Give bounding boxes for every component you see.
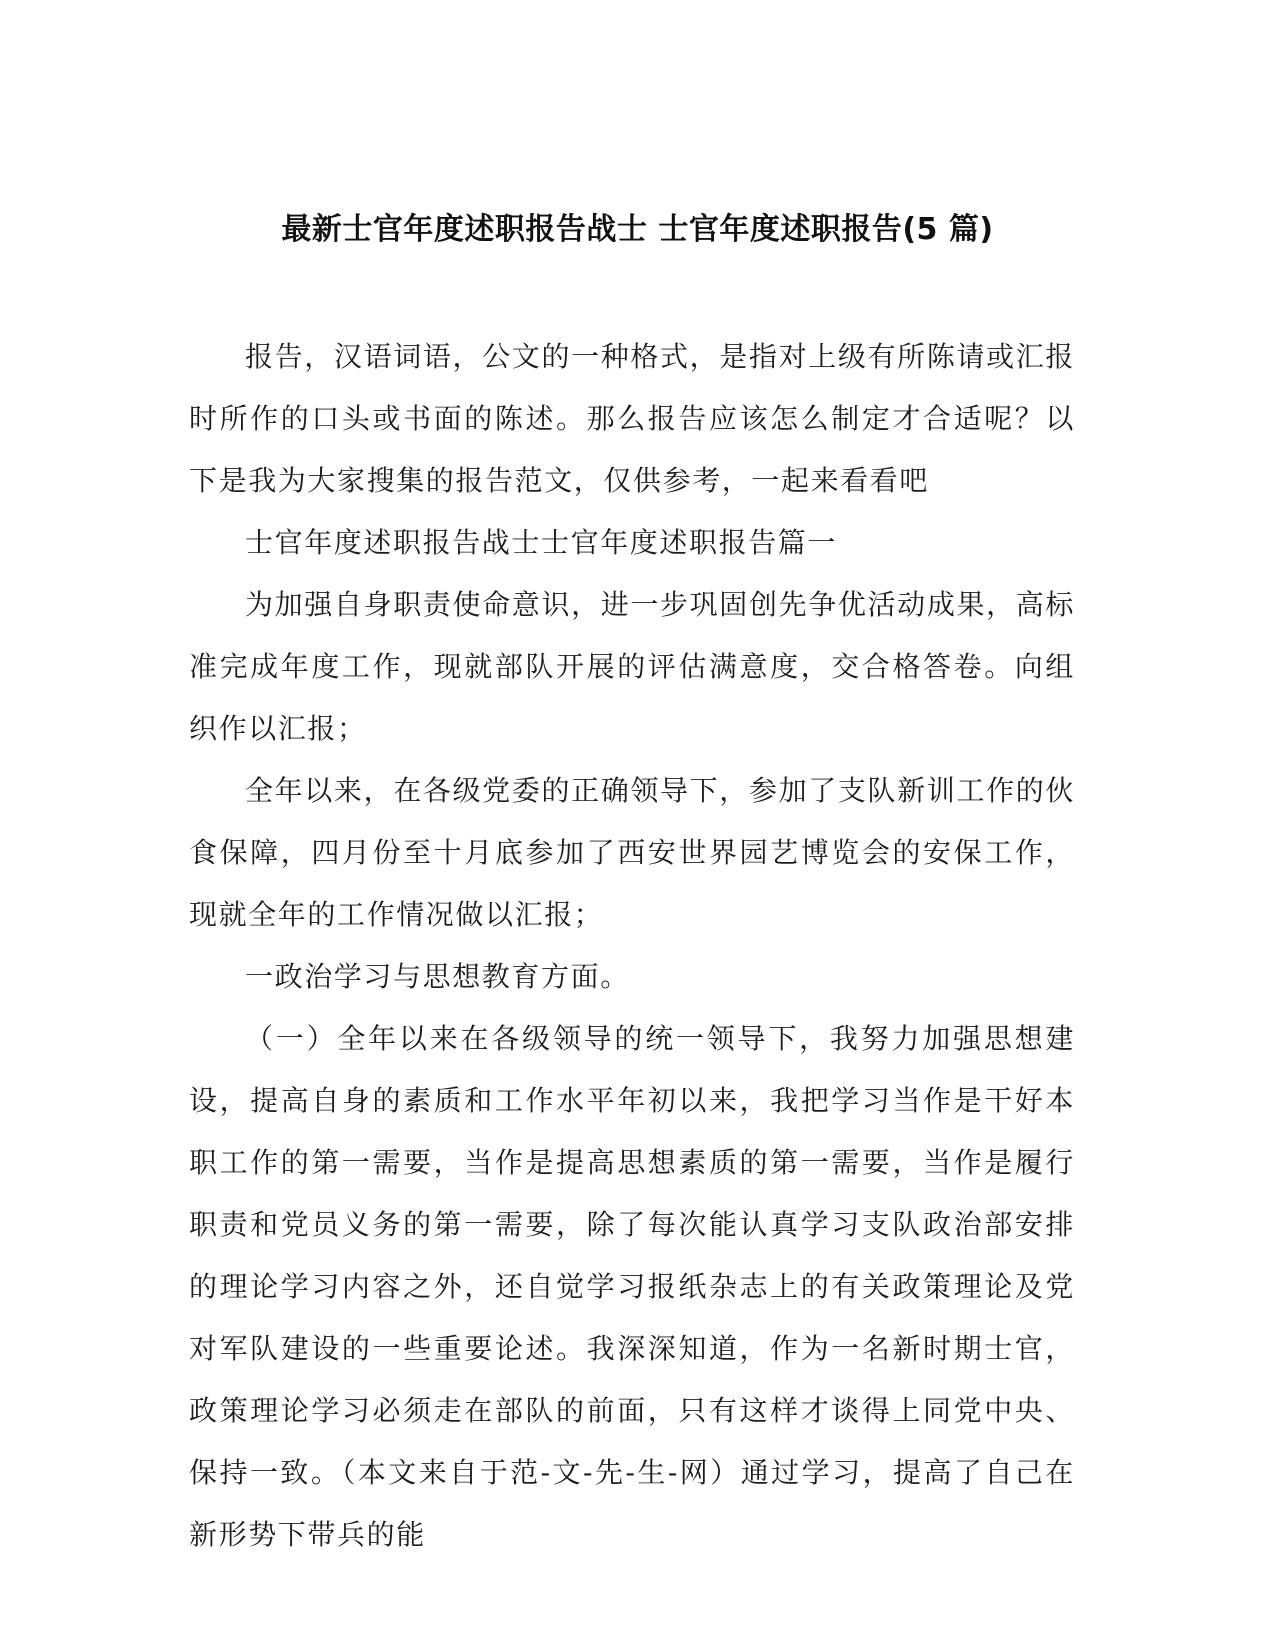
paragraph: 全年以来，在各级党委的正确领导下，参加了支队新训工作的伙食保障，四月份至十月底参加了西安世界园艺博览会的安保工作，现就全年的工作情况做以汇报； xyxy=(189,774,1075,931)
paragraph: （一）全年以来在各级领导的统一领导下，我努力加强思想建设，提高自身的素质和工作水平年初以来，我把学习当作是干好本职工作的第一需要，当作是提高思想素质的第一需要，当作是履行职责和党员义务的第一需要，除了每次能认真学习支队政治部安排的理论学习内容之外，还自觉学习报纸杂志上的有关政策理论及党对军队建设的一些重要论述。我深深知道，作为一名新时期士官，政策理论学习必须走在部队的前面，只有这样才谈得上同党中央、保持一致。（本文来自于范-文-先-生-网）通过学习，提高了自己在新形势下带兵的能 xyxy=(189,1022,1075,1551)
paragraph-intro: 报告，汉语词语，公文的一种格式，是指对上级有所陈请或汇报时所作的口头或书面的陈述。那么报告应该怎么制定才合适呢？以下是我为大家搜集的报告范文，仅供参考，一起来看看吧 xyxy=(189,340,1075,497)
paragraph: 为加强自身职责使命意识，进一步巩固创先争优活动成果，高标准完成年度工作，现就部队开展的评估满意度，交合格答卷。向组织作以汇报； xyxy=(189,588,1075,745)
paragraph-section-heading: 士官年度述职报告战士士官年度述职报告篇一 xyxy=(245,526,838,559)
paragraph-subheading: 一政治学习与思想教育方面。 xyxy=(245,960,630,993)
document-title: 最新士官年度述职报告战士 士官年度述职报告(5 篇) xyxy=(281,212,994,247)
document-body xyxy=(189,326,1075,1566)
